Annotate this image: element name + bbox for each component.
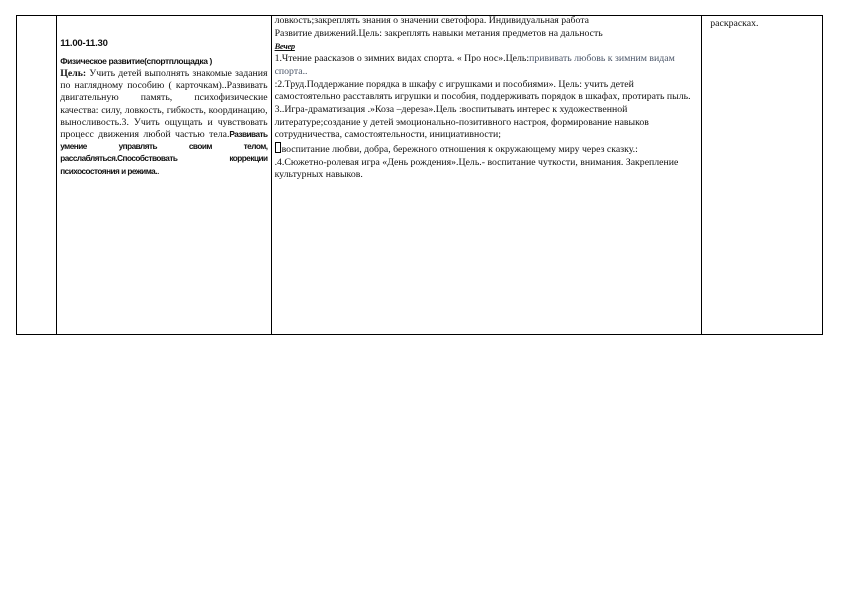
evening-heading: Вечер [274,41,295,52]
time-slot: 11.00-11.30 [60,38,108,49]
notes-text: раскрасках. [710,18,759,29]
table-row [17,16,823,335]
activity-item-drama: 3..Игра-драматизация .»Коза –дереза».Цель :воспитывать интерес к художественной литературе;создание у детей эмоционально-позитивного настроя, формирование навыков сотрудничества, самостоятельности, инициативности; [274,103,649,141]
goal-label: Цель: [60,68,87,79]
activity-subject: Физическое развитие(спортплощадка ) [60,56,212,66]
daily-plan-table [16,15,823,335]
activity-line: Развитие движений.Цель: закреплять навыки метания предметов на дальность [274,27,603,39]
activity-item-drama-cont [275,142,699,157]
activities-cell [271,16,702,335]
activity-item-roleplay: .4.Сюжетно-ролевая игра «День рождения».Цель.- воспитание чуткости, внимания. Закрепление культурных навыков. [274,156,679,181]
index-cell [17,16,57,335]
missing-glyph-icon [275,142,281,153]
goal-end: . [156,165,160,177]
goal-text: Учить детей выполнять знакомые задания по наглядному пособию ( карточкам)..Развивать двигательную память, психофизические качества: силу, ловкость, гибкость, координацию, выносливость.3. Учить ощущать и чувствовать процесс движения любой частью тела. [60,68,268,141]
activity-line: ловкость;закреплять знания о значении светофора. Индивидуальная работа [274,15,589,26]
notes-cell [702,16,823,335]
goal-bold-text: Развивать умение управлять своим телом, расслабляться.Способствовать коррекции психосостояния и режима. [60,130,268,176]
time-activity-cell [57,16,271,335]
activity-item-text: 1.Чтение раасказов о зимних видах спорта. « Про нос».Цель: [274,53,530,65]
activity-item-goal: прививать любовь к зимним видам спорта.. [274,53,675,77]
goal-paragraph [60,68,267,178]
activity-item-labor: :2.Труд.Поддержание порядка в шкафу с игрушками и пособиями». Цель: учить детей самостоятельно расставлять игрушки и пособия, поддерживать порядок в шкафах, протирать пыль. [274,78,691,103]
activity-item-text: воспитание любви, добра, бережного отношения к окружающему миру через сказку.: [281,144,638,156]
activity-item-reading [275,53,699,78]
